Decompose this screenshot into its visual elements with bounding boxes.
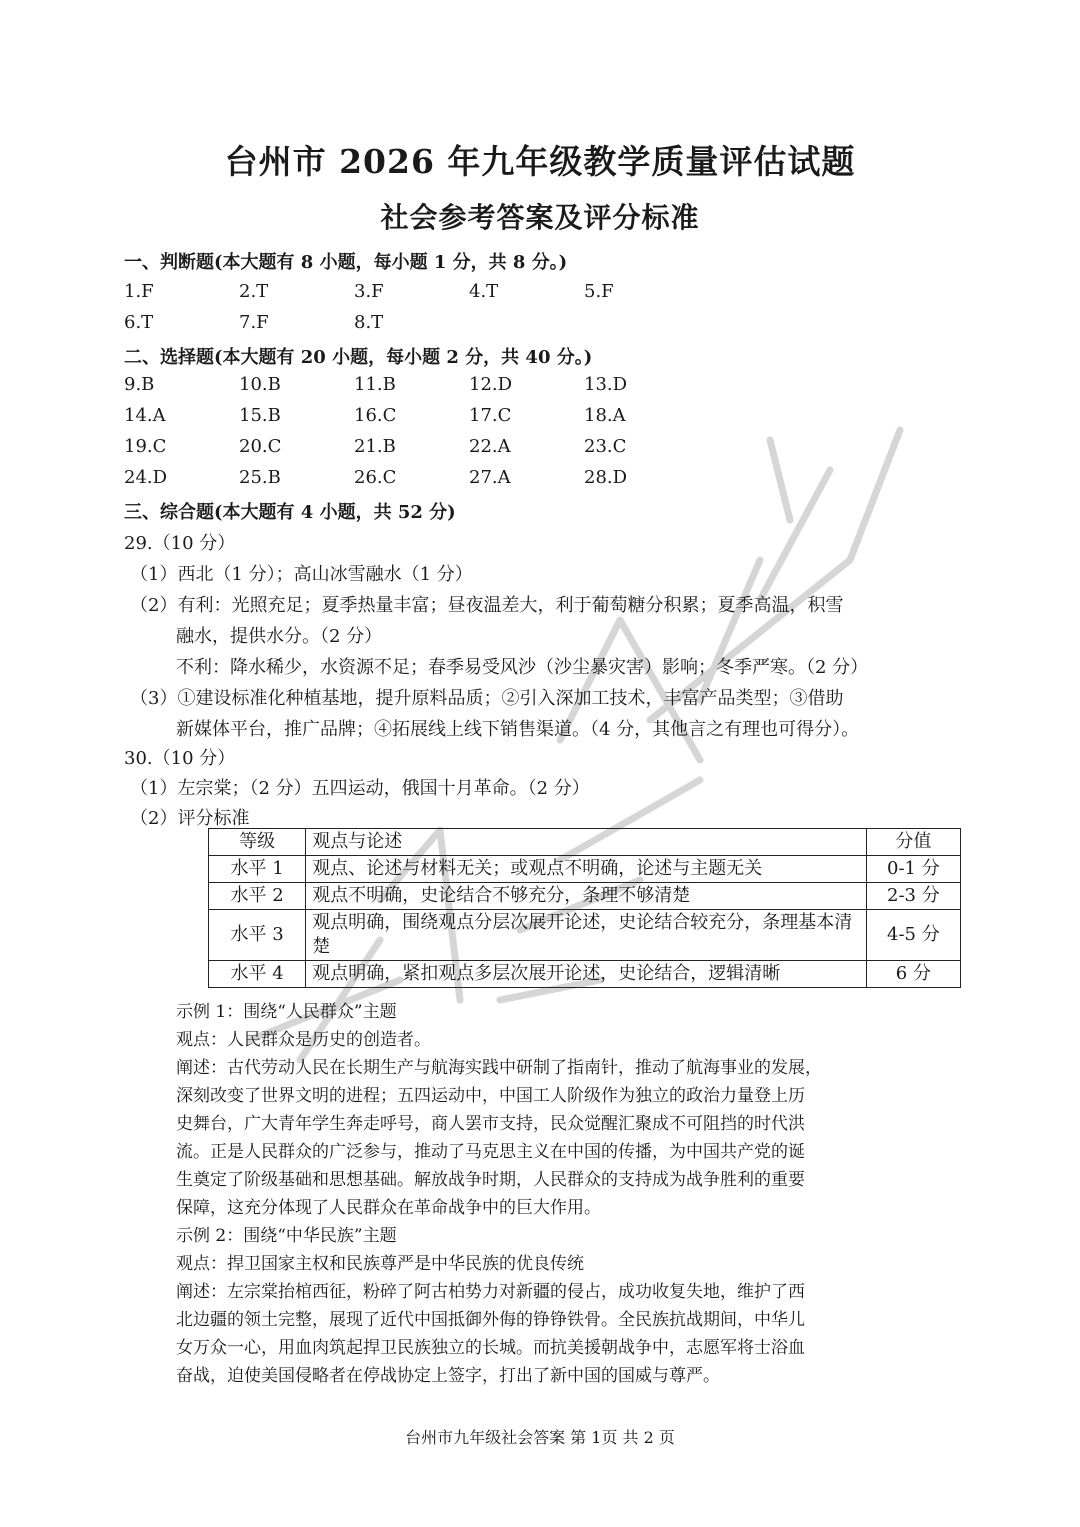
answer-item: 19.C bbox=[124, 436, 167, 457]
example1-title: 示例 1：围绕“人民群众”主题 bbox=[176, 1002, 397, 1022]
level-cell: 水平 2 bbox=[209, 883, 306, 910]
example1-line: 阐述：古代劳动人民在长期生产与航海实践中研制了指南针，推动了航海事业的发展， bbox=[176, 1058, 822, 1078]
table-row bbox=[209, 883, 961, 910]
document-title: 台州市 2026 年九年级教学质量评估试题 bbox=[224, 142, 856, 181]
score-cell: 4-5 分 bbox=[866, 910, 960, 961]
answer-item: 28.D bbox=[584, 467, 628, 488]
answer-item: 1.F bbox=[124, 281, 154, 302]
q29-line: （3）①建设标准化种植基地，提升原料品质；②引入深加工技术，丰富产品类型；③借助 bbox=[130, 688, 844, 709]
example1-line: 流。正是人民群众的广泛参与，推动了马克思主义在中国的传播，为中国共产党的诞 bbox=[176, 1142, 805, 1162]
part3-heading: 三、综合题(本大题有 4 小题，共 52 分) bbox=[124, 502, 456, 523]
table-header: 观点与论述 bbox=[306, 829, 866, 856]
answer-item: 23.C bbox=[584, 436, 627, 457]
answer-item: 7.F bbox=[239, 312, 269, 333]
example1-view: 观点：人民群众是历史的创造者。 bbox=[176, 1030, 431, 1050]
answer-item: 11.B bbox=[354, 374, 396, 395]
q29-line: （2）有利：光照充足；夏季热量丰富；昼夜温差大，利于葡萄糖分积累；夏季高温，积雪 bbox=[130, 595, 844, 616]
answer-item: 13.D bbox=[584, 374, 628, 395]
part1-heading: 一、判断题(本大题有 8 小题，每小题 1 分，共 8 分。) bbox=[124, 252, 568, 273]
q29-line: 新媒体平台，推广品牌；④拓展线上线下销售渠道。（4 分，其他言之有理也可得分）。 bbox=[176, 719, 860, 740]
example2-line: 北边疆的领土完整，展现了近代中国抵御外侮的铮铮铁骨。全民族抗战期间，中华儿 bbox=[176, 1310, 805, 1330]
desc-cell: 观点不明确，史论结合不够充分，条理不够清楚 bbox=[306, 883, 866, 910]
example2-line: 奋战，迫使美国侵略者在停战协定上签字，打出了新中国的国威与尊严。 bbox=[176, 1366, 720, 1386]
example1-line: 保障，这充分体现了人民群众在革命战争中的巨大作用。 bbox=[176, 1198, 601, 1218]
answer-item: 20.C bbox=[239, 436, 282, 457]
desc-cell: 观点、论述与材料无关；或观点不明确，论述与主题无关 bbox=[306, 856, 866, 883]
level-cell: 水平 3 bbox=[209, 910, 306, 961]
document-subtitle: 社会参考答案及评分标准 bbox=[380, 201, 700, 234]
example2-line: 女万众一心，用血肉筑起捍卫民族独立的长城。而抗美援朝战争中，志愿军将士浴血 bbox=[176, 1338, 805, 1358]
answer-item: 21.B bbox=[354, 436, 396, 457]
answer-item: 22.A bbox=[469, 436, 511, 457]
q29-line: 不利：降水稀少，水资源不足；春季易受风沙（沙尘暴灾害）影响；冬季严寒。（2 分） bbox=[176, 657, 869, 678]
answer-item: 9.B bbox=[124, 374, 155, 395]
example2-title: 示例 2：围绕“中华民族”主题 bbox=[176, 1226, 397, 1246]
answer-item: 3.F bbox=[354, 281, 384, 302]
q29-line: （1）西北（1 分）；高山冰雪融水（1 分） bbox=[130, 564, 473, 585]
score-cell: 2-3 分 bbox=[866, 883, 960, 910]
table-row bbox=[209, 961, 961, 988]
q30-part1: （1）左宗棠；（2 分）五四运动，俄国十月革命。（2 分） bbox=[130, 778, 590, 799]
answer-item: 5.F bbox=[584, 281, 614, 302]
table-row bbox=[209, 910, 961, 961]
example2-line: 阐述：左宗棠抬棺西征，粉碎了阿古柏势力对新疆的侵占，成功收复失地，维护了西 bbox=[176, 1282, 805, 1302]
page-footer: 台州市九年级社会答案 第 1页 共 2 页 bbox=[405, 1428, 675, 1447]
answer-item: 18.A bbox=[584, 405, 626, 426]
answer-item: 16.C bbox=[354, 405, 397, 426]
q30-label: 30.（10 分） bbox=[124, 748, 236, 769]
answer-item: 4.T bbox=[469, 281, 499, 302]
answer-item: 26.C bbox=[354, 467, 397, 488]
answer-item: 15.B bbox=[239, 405, 281, 426]
desc-cell: 观点明确，围绕观点分层次展开论述，史论结合较充分，条理基本清楚 bbox=[306, 910, 866, 961]
example1-line: 生奠定了阶级基础和思想基础。解放战争时期，人民群众的支持成为战争胜利的重要 bbox=[176, 1170, 805, 1190]
answer-item: 12.D bbox=[469, 374, 513, 395]
q30-part2: （2）评分标准 bbox=[130, 808, 250, 829]
answer-item: 25.B bbox=[239, 467, 281, 488]
level-cell: 水平 4 bbox=[209, 961, 306, 988]
answer-item: 14.A bbox=[124, 405, 166, 426]
score-cell: 0-1 分 bbox=[866, 856, 960, 883]
score-cell: 6 分 bbox=[866, 961, 960, 988]
example1-line: 史舞台，广大青年学生奔走呼号，商人罢市支持，民众觉醒汇聚成不可阻挡的时代洪 bbox=[176, 1114, 805, 1134]
example2-view: 观点：捍卫国家主权和民族尊严是中华民族的优良传统 bbox=[176, 1254, 584, 1274]
answer-item: 2.T bbox=[239, 281, 269, 302]
table-row bbox=[209, 856, 961, 883]
example1-line: 深刻改变了世界文明的进程；五四运动中，中国工人阶级作为独立的政治力量登上历 bbox=[176, 1086, 805, 1106]
answer-item: 27.A bbox=[469, 467, 511, 488]
q29-line: 融水，提供水分。（2 分） bbox=[176, 626, 383, 647]
grading-table bbox=[208, 828, 961, 988]
level-cell: 水平 1 bbox=[209, 856, 306, 883]
part2-heading: 二、选择题(本大题有 20 小题，每小题 2 分，共 40 分。) bbox=[124, 347, 593, 368]
table-header: 等级 bbox=[209, 829, 306, 856]
q29-label: 29.（10 分） bbox=[124, 533, 236, 554]
answer-item: 24.D bbox=[124, 467, 168, 488]
answer-item: 6.T bbox=[124, 312, 154, 333]
answer-item: 8.T bbox=[354, 312, 384, 333]
desc-cell: 观点明确，紧扣观点多层次展开论述，史论结合，逻辑清晰 bbox=[306, 961, 866, 988]
answer-item: 17.C bbox=[469, 405, 512, 426]
answer-item: 10.B bbox=[239, 374, 281, 395]
table-header: 分值 bbox=[866, 829, 960, 856]
table-header-row bbox=[209, 829, 961, 856]
